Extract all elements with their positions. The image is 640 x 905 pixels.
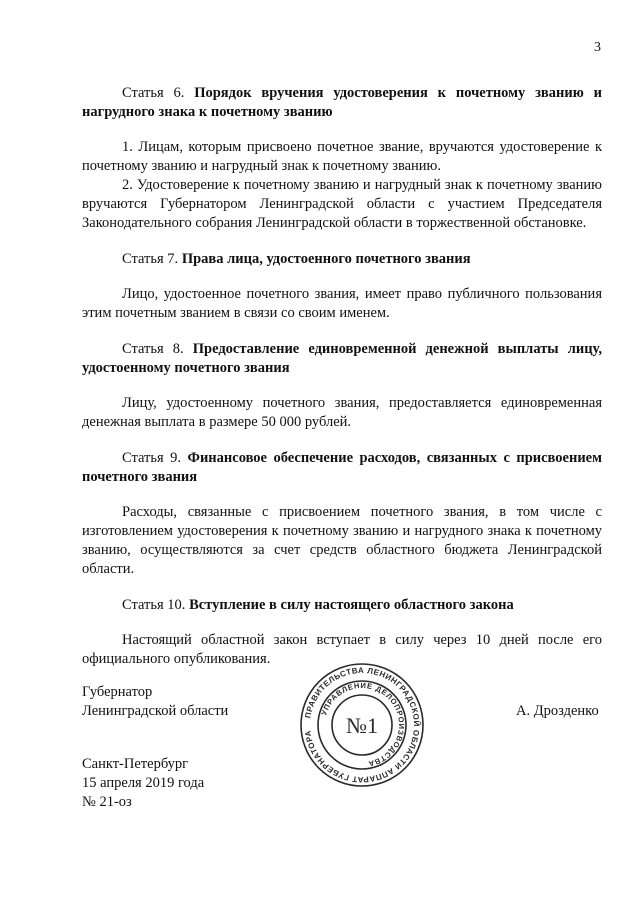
law-number: № 21-оз bbox=[82, 794, 132, 810]
article-6-heading bbox=[82, 84, 602, 122]
article-7-prefix: Статья 7. bbox=[122, 251, 179, 267]
article-9-heading bbox=[82, 449, 602, 487]
document-body bbox=[82, 84, 602, 669]
page-number: 3 bbox=[594, 40, 601, 55]
place-and-date bbox=[82, 755, 204, 812]
article-6-paragraph-1: 1. Лицам, которым присвоено почетное звание, вручаются удостоверение к почетному званию и нагрудный знак к почетному званию. bbox=[82, 139, 602, 174]
signatory-name: А. Дрозденко bbox=[516, 703, 599, 719]
city: Санкт-Петербург bbox=[82, 756, 189, 772]
article-7-title: Права лица, удостоенного почетного звания bbox=[181, 251, 471, 267]
article-10-heading bbox=[82, 596, 602, 615]
date: 15 апреля 2019 года bbox=[82, 775, 205, 791]
article-8-paragraph-1: Лицу, удостоенному почетного звания, предоставляется единовременная денежная выплата в размере 50 000 рублей. bbox=[82, 395, 602, 430]
article-9-paragraph-1: Расходы, связанные с присвоением почетного звания, в том числе с изготовлением удостоверения к почетному званию и нагрудного знака к почетному званию, осуществляются за счет средств областного бюджета Ленинградской области. bbox=[82, 504, 602, 577]
article-10-title: Вступление в силу настоящего областного закона bbox=[189, 597, 514, 613]
article-9-title: Финансовое обеспечение расходов, связанных с присвоением почетного звания bbox=[82, 450, 602, 485]
article-8-title: Предоставление единовременной денежной выплаты лицу, удостоенному почетного звания bbox=[82, 341, 602, 376]
signatory-position-line-2: Ленинградской области bbox=[82, 703, 229, 719]
article-8-heading bbox=[82, 340, 602, 378]
official-seal-stamp bbox=[297, 660, 427, 790]
article-6-prefix: Статья 6. bbox=[122, 85, 185, 101]
article-6-paragraph-2: 2. Удостоверение к почетному званию и нагрудный знак к почетному званию вручаются Губернатором Ленинградской области с участием Председателя Законодательного собрания Ленинградской области в торжественной обстановке. bbox=[82, 177, 602, 231]
seal-outer-text: ПРАВИТЕЛЬСТВА ЛЕНИНГРАДСКОЙ ОБЛАСТИ АППАРАТ ГУБЕРНАТОРА bbox=[303, 665, 422, 785]
article-10-prefix: Статья 10. bbox=[122, 597, 186, 613]
article-8-prefix: Статья 8. bbox=[122, 341, 184, 357]
seal-inner-text: УПРАВЛЕНИЕ ДЕЛОПРОИЗВОДСТВА bbox=[319, 680, 407, 769]
article-7-heading bbox=[82, 250, 602, 269]
article-10-paragraph-1: Настоящий областной закон вступает в силу через 10 дней после его официального опубликования. bbox=[82, 632, 602, 667]
article-9-prefix: Статья 9. bbox=[122, 450, 182, 466]
article-7-paragraph-1: Лицо, удостоенное почетного звания, имеет право публичного пользования этим почетным званием в связи со своим именем. bbox=[82, 286, 602, 321]
signatory-position bbox=[82, 683, 228, 721]
seal-center-number: №1 bbox=[346, 713, 378, 738]
signatory-position-line-1: Губернатор bbox=[82, 684, 153, 700]
article-6-title: Порядок вручения удостоверения к почетному званию и нагрудного знака к почетному званию bbox=[82, 85, 602, 120]
